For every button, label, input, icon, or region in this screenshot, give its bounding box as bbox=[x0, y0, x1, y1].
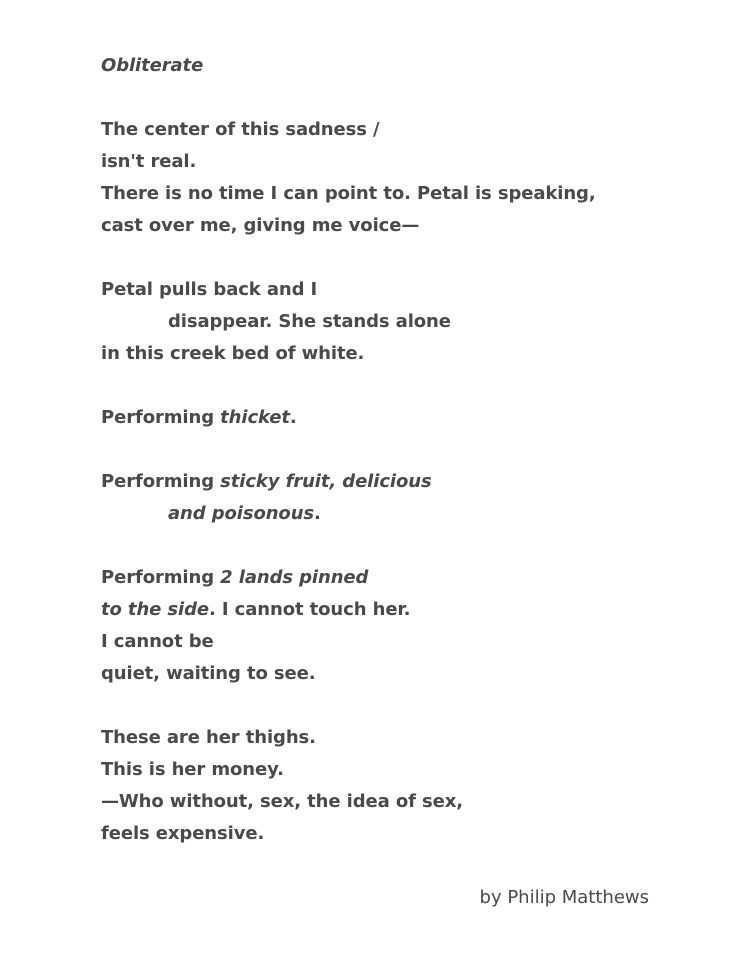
poem-line: I cannot be bbox=[101, 631, 214, 652]
poem-line bbox=[101, 562, 701, 594]
stanza-gap bbox=[101, 370, 701, 402]
poem-line bbox=[101, 466, 701, 498]
line-punctuation: . bbox=[314, 503, 321, 524]
stanza-3 bbox=[101, 402, 701, 434]
poem bbox=[101, 50, 701, 850]
poem-line: feels expensive. bbox=[101, 823, 265, 844]
poem-line bbox=[101, 594, 701, 626]
stanza-6 bbox=[101, 722, 701, 850]
poem-line: isn't real. bbox=[101, 151, 197, 172]
stanza-gap bbox=[101, 530, 701, 562]
poem-line: Petal pulls back and I bbox=[101, 279, 318, 300]
poem-line: There is no time I can point to. Petal is speaking, bbox=[101, 183, 596, 204]
stanza-gap bbox=[101, 434, 701, 466]
stanza-5 bbox=[101, 562, 701, 690]
poem-line: cast over me, giving me voice— bbox=[101, 215, 420, 236]
poem-line: in this creek bed of white. bbox=[101, 343, 365, 364]
stanza-2 bbox=[101, 274, 701, 370]
stanza-gap bbox=[101, 82, 701, 114]
poem-line: These are her thighs. bbox=[101, 727, 316, 748]
stanza-4 bbox=[101, 466, 701, 530]
poem-line: The center of this sadness / bbox=[101, 119, 380, 140]
poem-line bbox=[101, 402, 701, 434]
author-byline: by Philip Matthews bbox=[479, 887, 649, 908]
poem-line-indented: disappear. She stands alone bbox=[168, 311, 451, 332]
line-text: Performing bbox=[101, 567, 221, 588]
line-italic-text: 2 lands pinned bbox=[220, 567, 369, 588]
line-italic-text: thicket bbox=[220, 407, 290, 428]
poem-line: —Who without, sex, the idea of sex, bbox=[101, 791, 463, 812]
poem-line-indented bbox=[101, 498, 701, 530]
line-text: Performing bbox=[101, 407, 221, 428]
line-text: . I cannot touch her. bbox=[209, 599, 411, 620]
poem-line: quiet, waiting to see. bbox=[101, 663, 316, 684]
line-punctuation: . bbox=[289, 407, 297, 428]
poem-line: This is her money. bbox=[101, 759, 284, 780]
stanza-gap bbox=[101, 242, 701, 274]
stanza-gap bbox=[101, 690, 701, 722]
poem-title: Obliterate bbox=[101, 55, 204, 76]
line-italic-text: to the side bbox=[101, 599, 210, 620]
line-italic-text: sticky fruit, delicious bbox=[220, 471, 432, 492]
stanza-1 bbox=[101, 114, 701, 242]
line-text: Performing bbox=[101, 471, 221, 492]
line-italic-text: and poisonous bbox=[168, 503, 315, 524]
